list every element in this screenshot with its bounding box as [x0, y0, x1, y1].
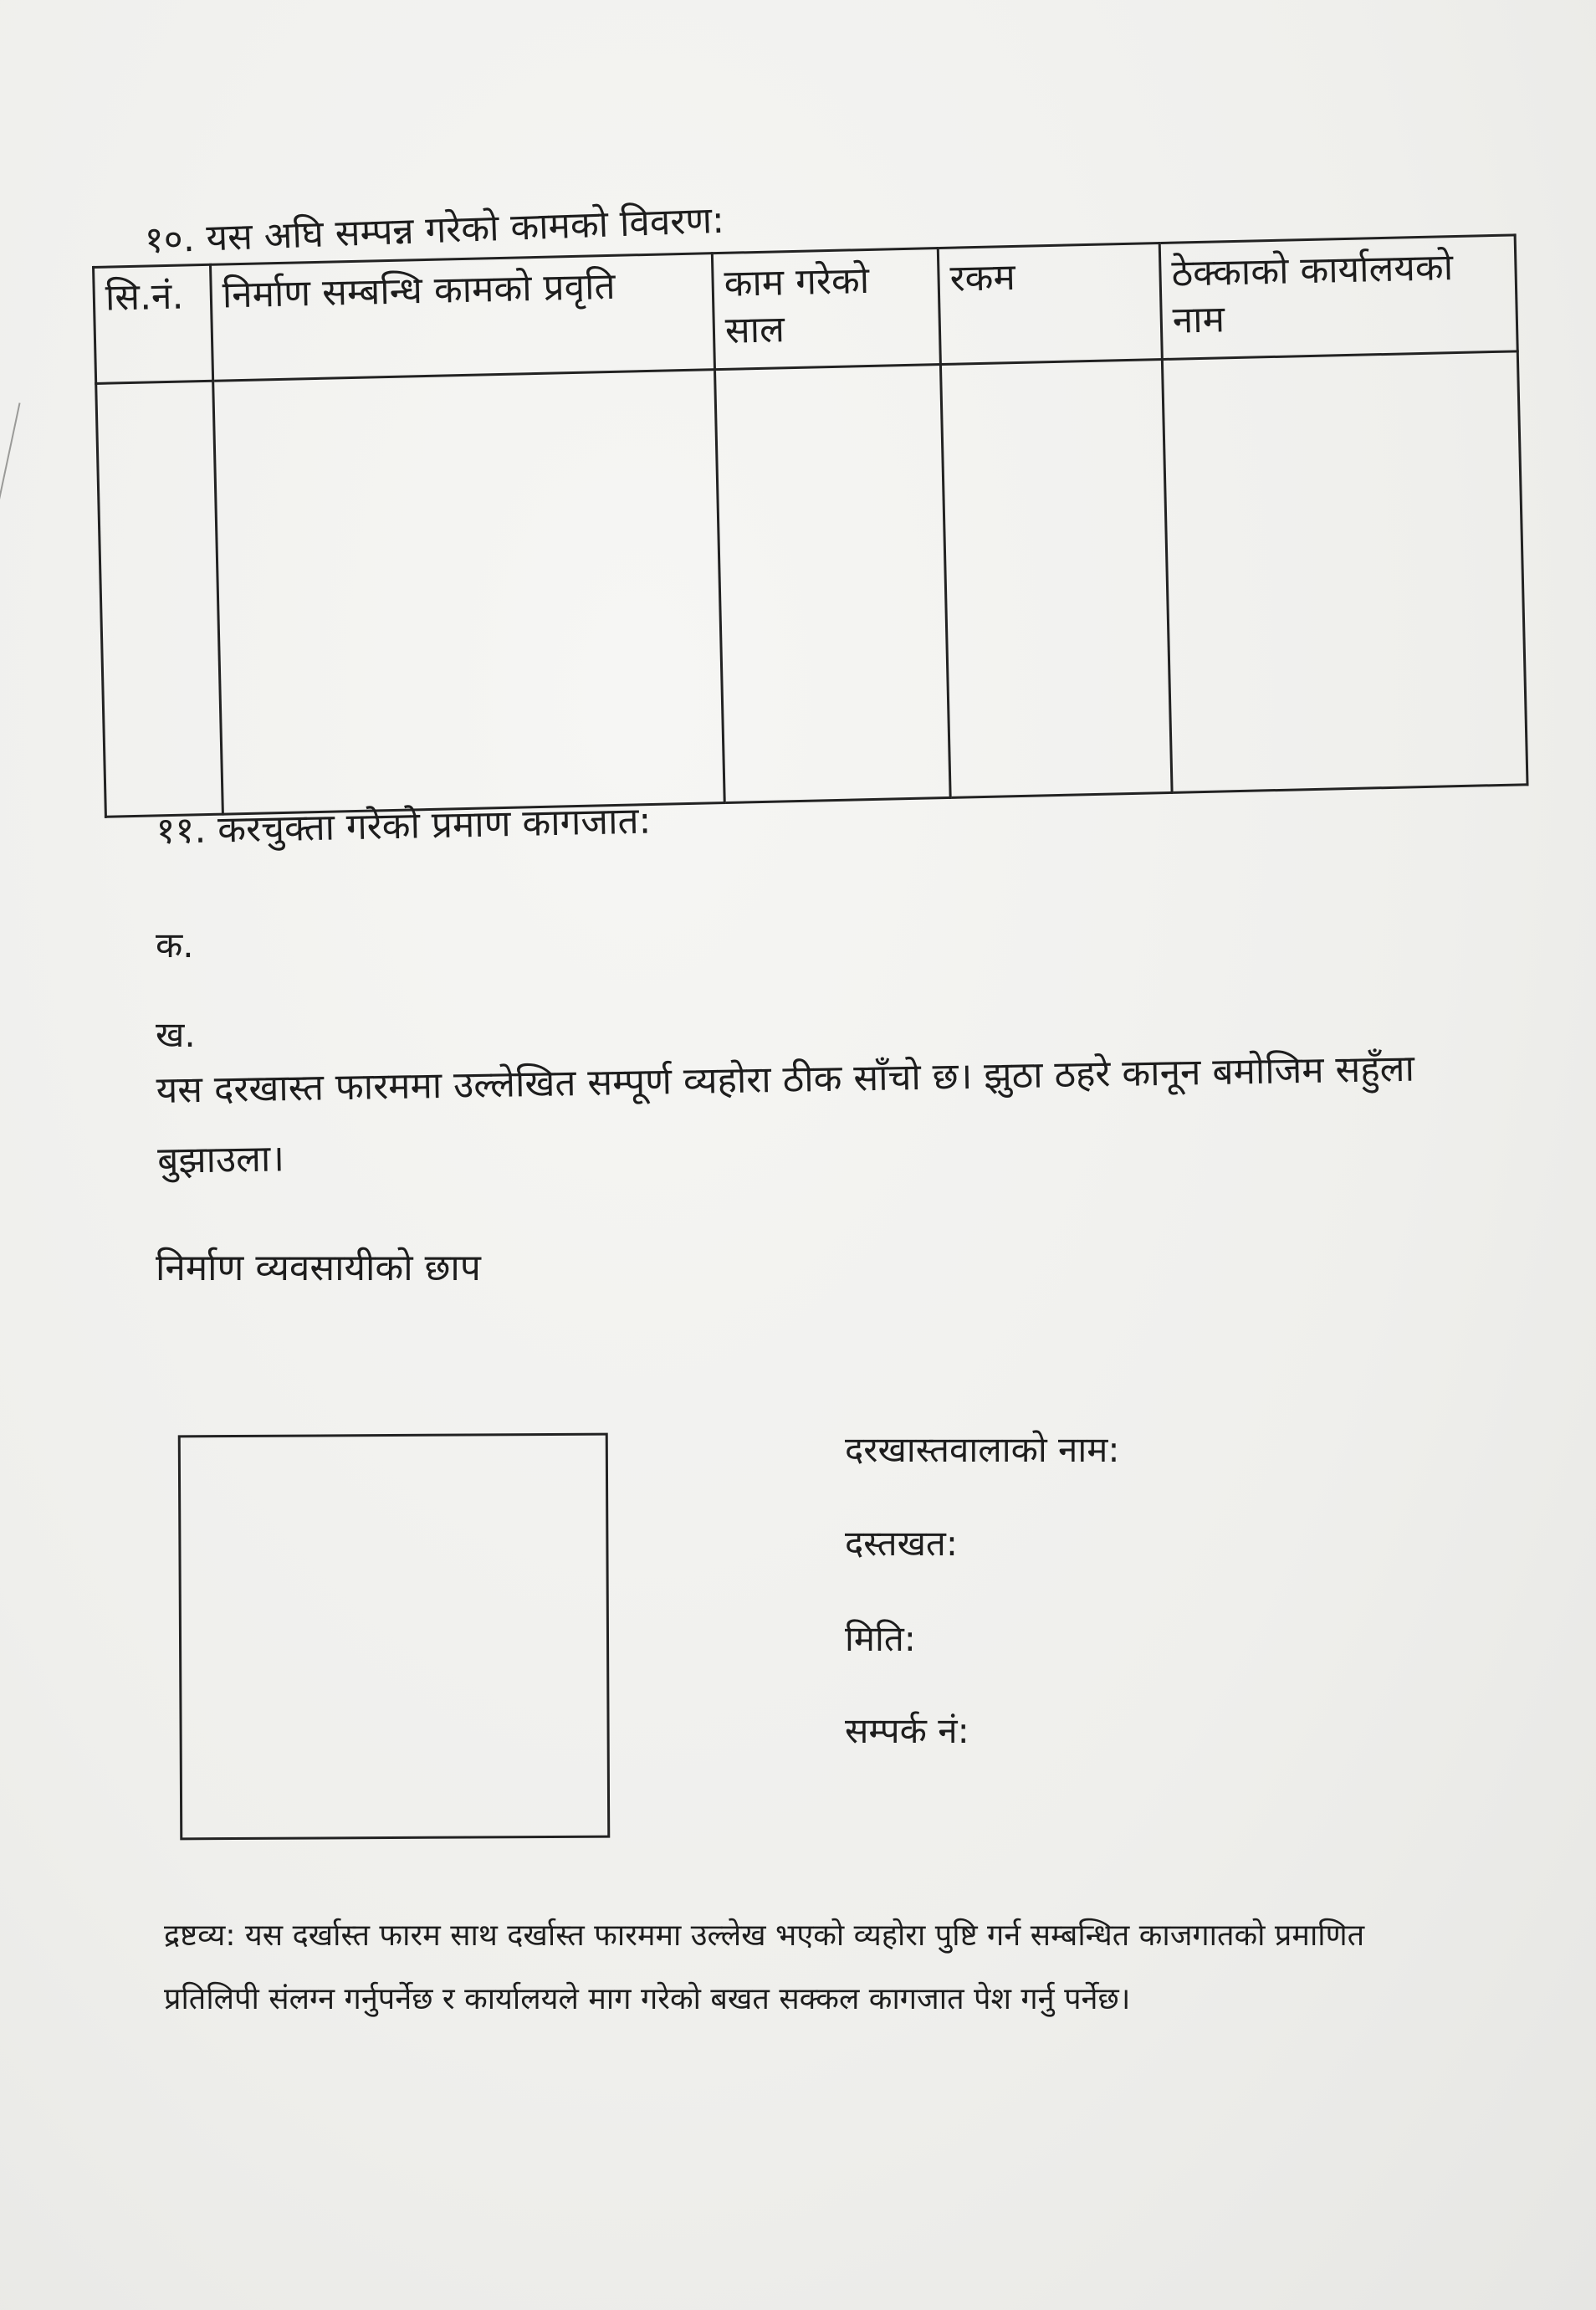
declaration-text: यस दरखास्त फारममा उल्लेखित सम्पूर्ण व्यहोरा ठीक साँचो छ। झुठा ठहरे कानून बमोजिम सहुँला बुझाउला।	[156, 1047, 1415, 1182]
header-office-name: ठेक्काको कार्यालयको नाम	[1159, 235, 1517, 360]
table-row	[96, 351, 1527, 817]
cell-work-year[interactable]	[714, 365, 950, 803]
section-11-heading: ११. करचुक्ता गरेको प्रमाण कागजात:	[156, 799, 652, 853]
contact-number-label: सम्पर्क नं:	[845, 1710, 969, 1751]
header-amount: रकम	[938, 243, 1162, 365]
contractor-stamp-label: निर्माण व्यवसायीको छाप	[156, 1247, 481, 1289]
section-10-heading: १०. यस अघि सम्पन्न गरेको कामको विवरण:	[144, 198, 725, 262]
header-work-year: काम गरेको साल	[712, 248, 940, 370]
cell-office-name[interactable]	[1162, 351, 1527, 793]
signature-label: दस्तखत:	[845, 1523, 959, 1564]
date-label: मिति:	[845, 1618, 916, 1659]
previous-works-table	[92, 233, 1529, 817]
note-text: द्रष्टव्य: यस दर्खास्त फारम साथ दर्खास्त फारममा उल्लेख भएको व्यहोरा पुष्टि गर्न सम्बन्धित काजगातको प्रमाणित प्रतिलिपी संलग्न गर्नुपर्नेछ र कार्यालयले माग गरेको बखत सक्कल कागजात पेश गर्नु पर्नेछ।	[164, 1918, 1365, 2016]
cell-work-nature[interactable]	[213, 370, 725, 814]
cell-serial-no[interactable]	[96, 381, 223, 817]
header-serial-no: सि.नं.	[94, 264, 213, 383]
header-work-nature: निर्माण सम्बन्धि कामको प्रवृति	[210, 254, 714, 382]
previous-works-table-wrapper	[92, 233, 1527, 817]
cell-amount[interactable]	[940, 360, 1172, 798]
tax-doc-item-kha: ख.	[156, 1014, 196, 1055]
stamp-box[interactable]	[178, 1433, 611, 1841]
applicant-name-label: दरखास्तवालाको नाम:	[845, 1429, 1120, 1470]
tax-doc-item-ka: क.	[156, 925, 194, 965]
